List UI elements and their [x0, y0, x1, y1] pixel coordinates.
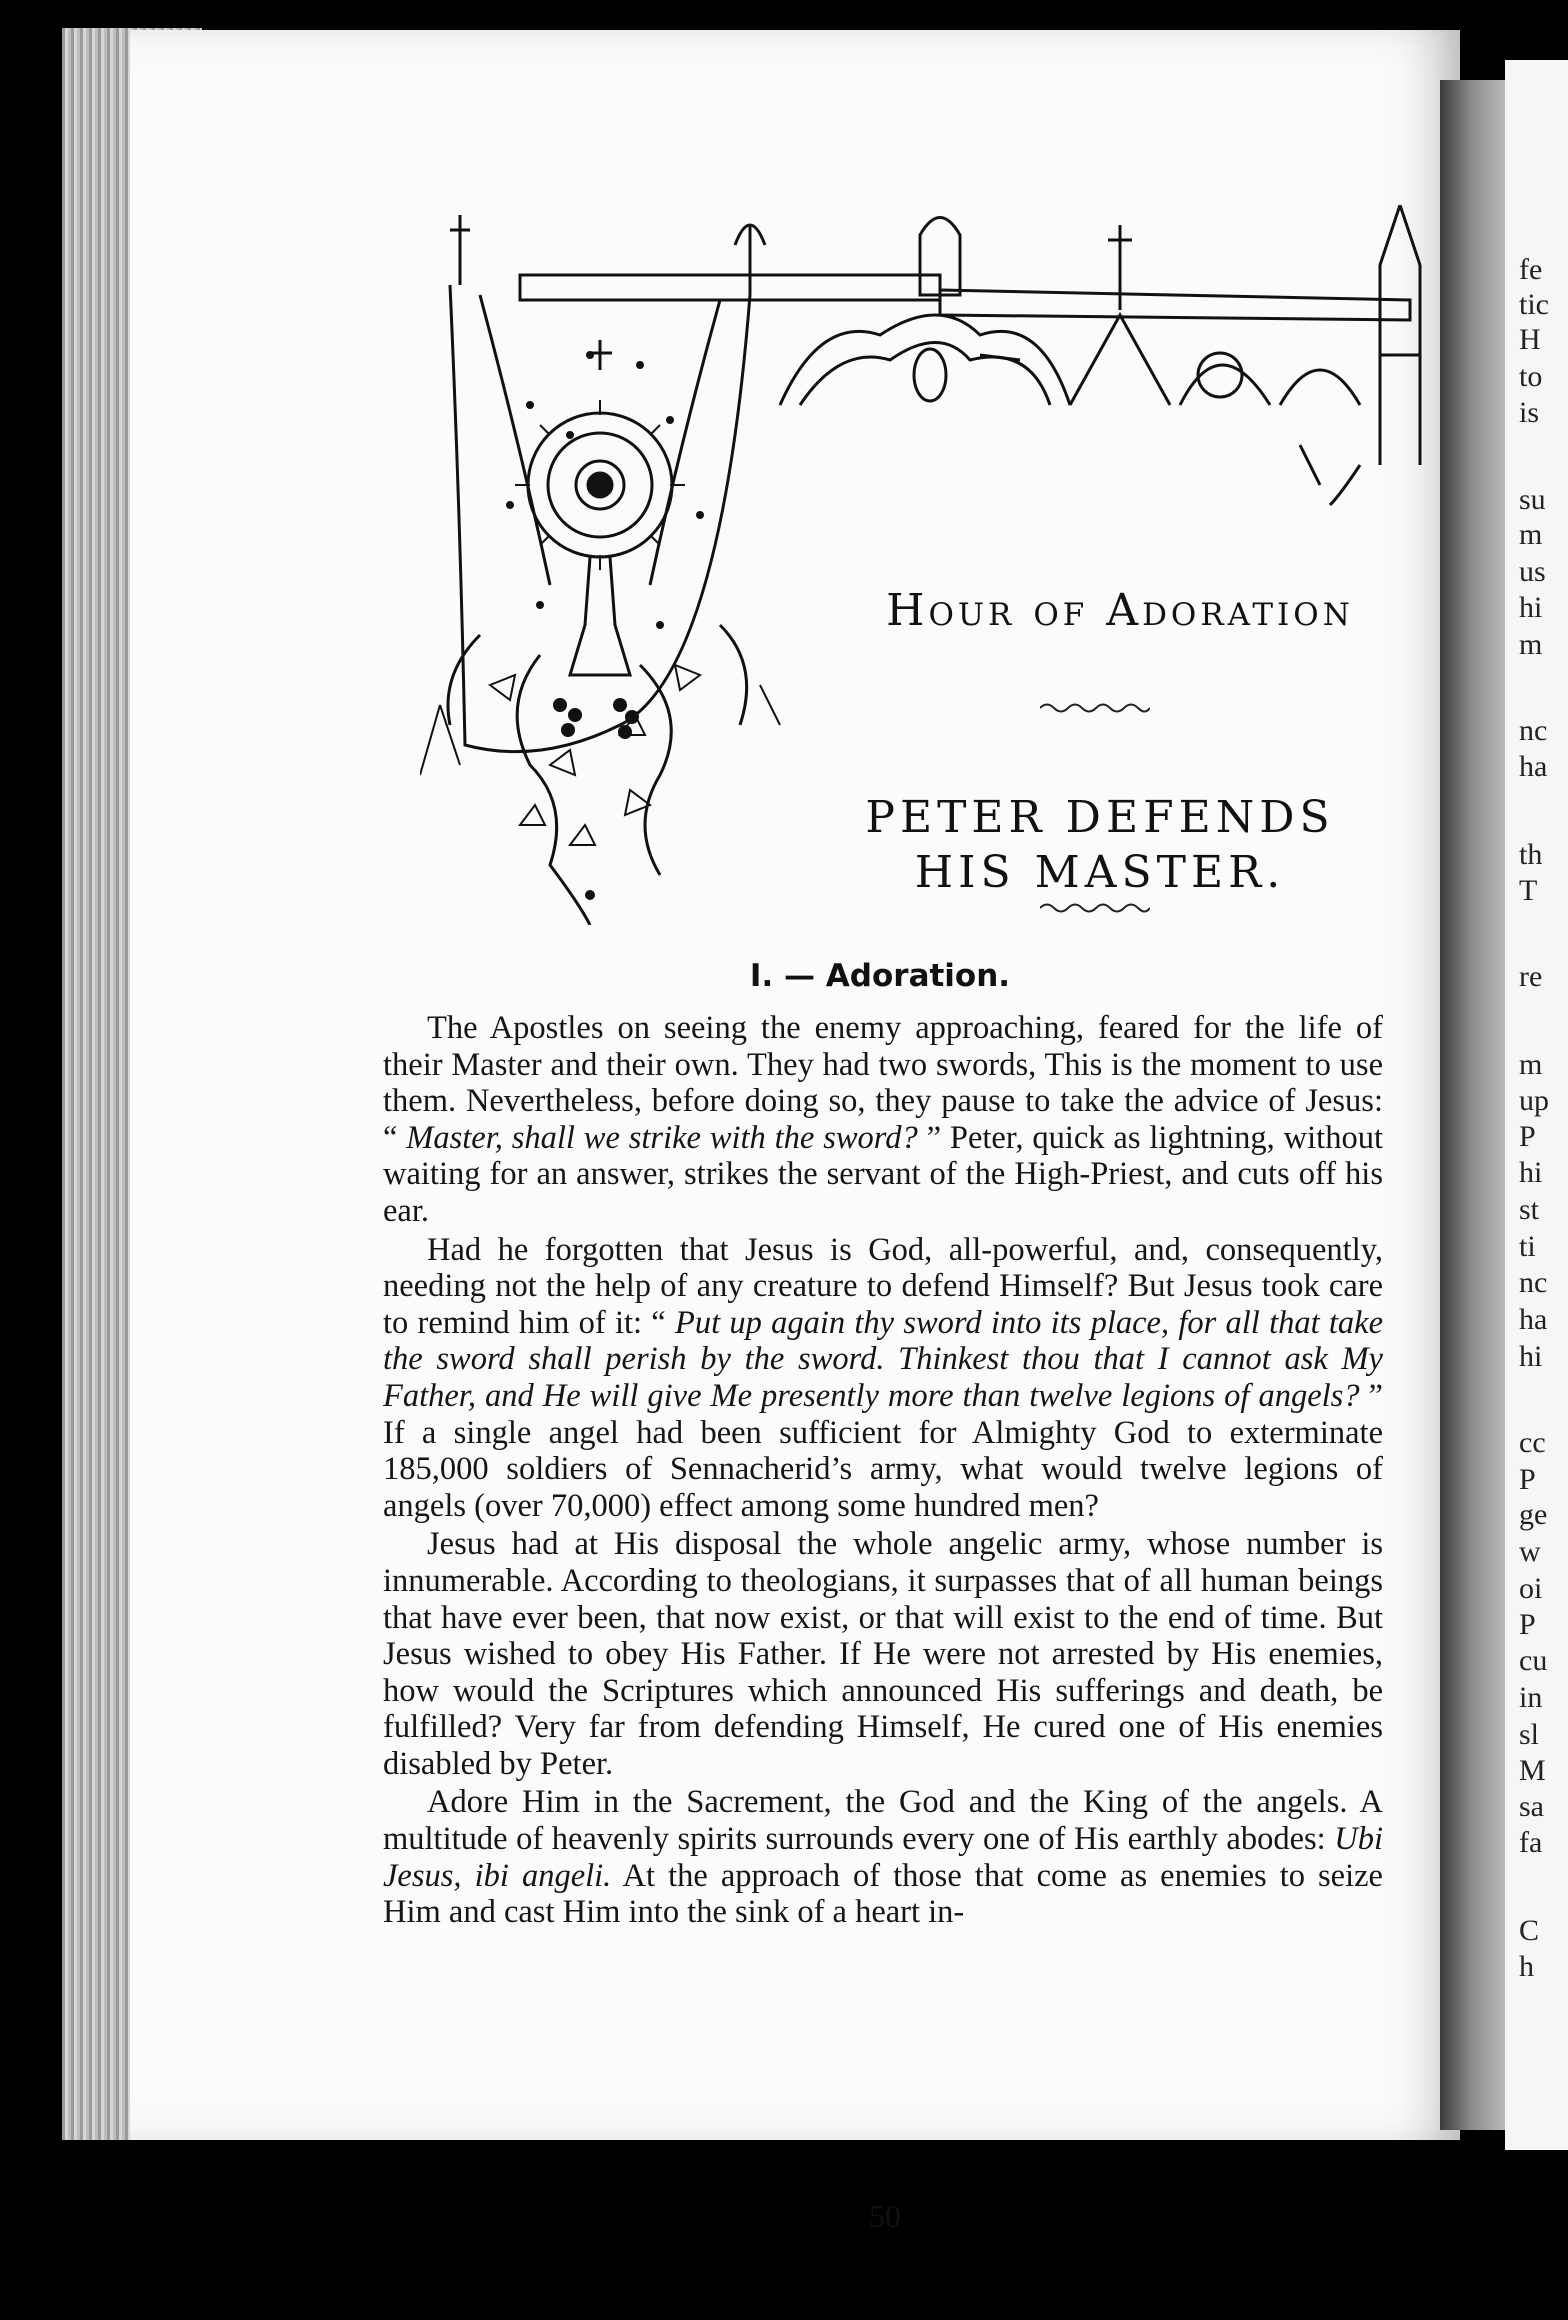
facing-page-fragment: hi — [1519, 591, 1543, 624]
facing-page-fragment: P — [1519, 1608, 1536, 1641]
body-text — [383, 1010, 1383, 1931]
facing-page-fragment: th — [1519, 838, 1543, 871]
facing-page-fragment: hi — [1519, 1156, 1543, 1189]
paragraph — [383, 1784, 1383, 1930]
decorative-divider — [1040, 700, 1150, 716]
paragraph-text: Adore Him in the Sacrement, the God and the King of the angels. A multitude of heavenly spirits surrounds every one of His earthly abodes: — [383, 1784, 1383, 1858]
facing-page-fragment: nc — [1519, 1266, 1548, 1299]
facing-page-fragment: ti — [1519, 1230, 1536, 1263]
section-heading: I. — Adoration. — [749, 958, 1011, 994]
facing-page-fragment: re — [1519, 960, 1543, 993]
facing-page-fragment: st — [1519, 1193, 1540, 1226]
paragraph-italic: Ubi Jesus, ibi angeli. — [383, 1821, 1383, 1894]
facing-page-fragment: hi — [1519, 1340, 1543, 1373]
facing-page-fragment: H — [1519, 323, 1541, 356]
paragraph-italic: Put up again thy sword into its place, for all that take the sword shall perish by the sword. Thinkest thou that I cannot ask My Father, and He will give Me presently more than twelve legions of angels? — [383, 1304, 1384, 1414]
facing-page-fragment: P — [1519, 1120, 1536, 1153]
facing-page-fragment: sa — [1519, 1790, 1544, 1823]
chapter-title-line-2: HIS MASTER. — [914, 847, 1286, 898]
paragraph — [383, 1010, 1383, 1230]
facing-page-fragment: sl — [1519, 1718, 1540, 1751]
chapter-title — [820, 790, 1380, 900]
facing-page-fragment: cu — [1519, 1644, 1548, 1677]
facing-page-fragment: ha — [1519, 750, 1548, 783]
paragraph-text: At the approach of those that come as enemies to seize Him and cast Him into the sink of a heart in- — [383, 1857, 1383, 1931]
facing-page-fragment: m — [1519, 628, 1543, 661]
facing-page-fragment: fe — [1519, 253, 1543, 286]
facing-page-fragment: P — [1519, 1463, 1536, 1496]
facing-page-fragment: m — [1519, 1048, 1543, 1081]
facing-page-fragment: oi — [1519, 1572, 1543, 1605]
facing-page-fragment: C — [1519, 1914, 1540, 1947]
facing-page-fragment: h — [1519, 1950, 1534, 1983]
facing-page-fragment: T — [1519, 874, 1538, 907]
facing-page-fragment: in — [1519, 1681, 1543, 1714]
facing-page-fragment: up — [1519, 1084, 1549, 1117]
paragraph-text: ” Peter, quick as lightning, without waiting for an answer, strikes the servant of the High-Priest, and cuts off his ear. — [383, 1119, 1383, 1229]
facing-page — [1505, 60, 1568, 2150]
paragraph-text: Jesus had at His disposal the whole angelic army, whose number is innumerable. According to theologians, it surpasses that of all human beings that have ever been, that now exist, or that will exist to the end of time. But Jesus wished to obey His Father. If He were not arrested by His enemies, how would the Scriptures which announced His sufferings and death, be fulfilled? Very far from defending Himself, He cured one of His enemies disabled by Peter. — [383, 1526, 1383, 1782]
facing-page-fragment: to — [1519, 360, 1543, 393]
facing-page-fragment: ha — [1519, 1303, 1548, 1336]
facing-page-fragment: us — [1519, 555, 1546, 588]
facing-page-fragment: su — [1519, 483, 1546, 516]
facing-page-fragment: nc — [1519, 714, 1548, 747]
paragraph-text: ” If a single angel had been sufficient for Almighty God to exterminate 185,000 soldiers of Sennacherid’s army, what would twelve legions of angels (over 70,000) effect among some hundred men? — [383, 1377, 1383, 1524]
chapter-title-line-1: PETER DEFENDS — [865, 792, 1335, 843]
facing-page-fragment: cc — [1519, 1426, 1546, 1459]
facing-page-fragment: is — [1519, 396, 1540, 429]
facing-page-fragment: tic — [1519, 288, 1549, 321]
paragraph-italic: Master, shall we strike with the sword? — [406, 1119, 918, 1156]
paragraph-text: Had he forgotten that Jesus is God, all-powerful, and, consequently, needing not the help of any creature to defend Himself? But Jesus took care to remind him of it: “ — [383, 1231, 1383, 1341]
facing-page-fragment: ge — [1519, 1498, 1548, 1531]
paragraph — [383, 1526, 1383, 1782]
series-title: Hour of Adoration — [886, 585, 1354, 636]
facing-page-fragment: m — [1519, 518, 1543, 551]
facing-page-fragment: w — [1519, 1535, 1541, 1568]
facing-page-fragment: fa — [1519, 1826, 1543, 1859]
page-number: 50 — [869, 2198, 901, 2234]
facing-page-fragment: M — [1519, 1754, 1546, 1787]
paragraph-text: The Apostles on seeing the enemy approaching, feared for the life of their Master and their own. They had two swords, This is the moment to use them. Nevertheless, before doing so, they pause to take the advice of Jesus: “ — [383, 1010, 1383, 1156]
decorative-divider — [1040, 900, 1150, 916]
paragraph — [383, 1232, 1383, 1525]
